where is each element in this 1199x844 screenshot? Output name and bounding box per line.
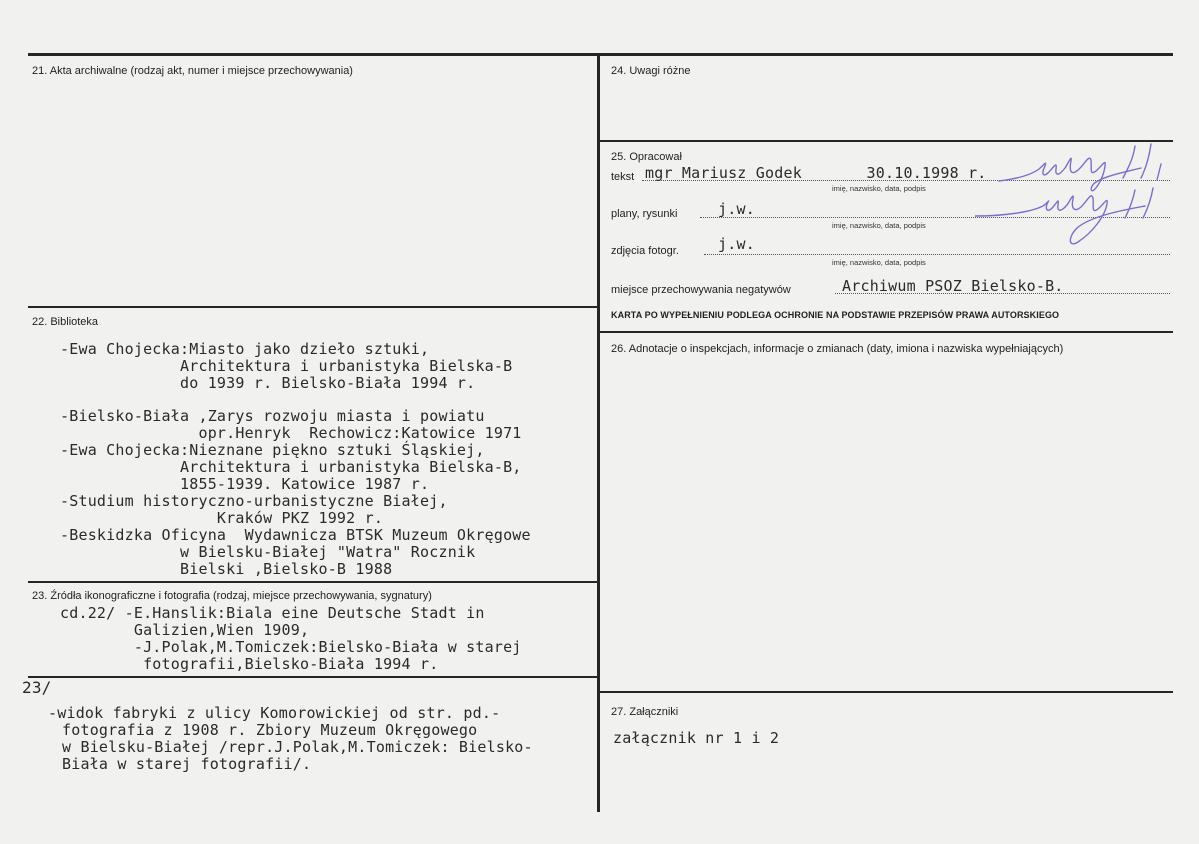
tekst-label: tekst	[611, 171, 635, 183]
bibliography-line: -Bielsko-Biała ,Zarys rozwoju miasta i powiatu	[60, 407, 485, 425]
bibliography-line: do 1939 r. Bielsko-Biała 1994 r.	[60, 374, 476, 392]
bibliography-line: Architektura i urbanistyka Bielska-B	[60, 357, 513, 375]
photo-source-line: Biała w starej fotografii/.	[62, 755, 312, 773]
negatywy-value: Archiwum PSOZ Bielsko-B.	[842, 277, 1064, 295]
bibliography-line: -Ewa Chojecka:Miasto jako dzieło sztuki,	[60, 340, 430, 358]
top-rule	[28, 53, 1173, 56]
rule-21-22	[28, 306, 599, 308]
bibliography-line: Architektura i urbanistyka Bielska-B,	[60, 458, 522, 476]
section-25-label: 25. Opracował	[611, 151, 682, 163]
copyright-notice: KARTA PO WYPEŁNIENIU PODLEGA OCHRONIE NA PODSTAWIE PRZEPISÓW PRAWA AUTORSKIEGO	[611, 310, 1060, 320]
center-vertical-rule	[597, 55, 600, 812]
section-21-label: 21. Akta archiwalne (rodzaj akt, numer i miejsce przechowywania)	[32, 65, 353, 77]
bibliography-line: 1855-1939. Katowice 1987 r.	[60, 475, 430, 493]
section-23-label: 23. Źródła ikonograficzne i fotografia (rodzaj, miejsce przechowywania, sygnatury)	[32, 590, 432, 602]
attachments-value: załącznik nr 1 i 2	[613, 729, 780, 747]
rule-26-27	[598, 691, 1173, 693]
section-23-continuation-marker: 23/	[22, 678, 52, 697]
negatywy-label: miejsce przechowywania negatywów	[611, 284, 791, 296]
rule-23-23b	[28, 676, 599, 678]
plany-value: j.w.	[718, 200, 755, 218]
rule-22-23	[28, 581, 599, 583]
section-22-label: 22. Biblioteka	[32, 316, 99, 328]
photo-source-line: fotografia z 1908 r. Zbiory Muzeum Okręgowego	[62, 721, 478, 739]
section-26-label: 26. Adnotacje o inspekcjach, informacje o zmianach (daty, imiona i nazwiska wypełniających)	[611, 343, 1064, 355]
zdjecia-caption: imię, nazwisko, data, podpis	[832, 258, 926, 267]
rule-25-26	[598, 331, 1173, 333]
section-24-label: 24. Uwagi różne	[611, 65, 691, 77]
source-line: -J.Polak,M.Tomiczek:Bielsko-Biała w starej	[60, 638, 522, 656]
photo-source-line: -widok fabryki z ulicy Komorowickiej od str. pd.-	[48, 704, 501, 722]
tekst-caption: imię, nazwisko, data, podpis	[832, 184, 926, 193]
bibliography-line: w Bielsku-Białej "Watra" Rocznik	[60, 543, 476, 561]
bibliography-line: opr.Henryk Rechowicz:Katowice 1971	[60, 424, 522, 442]
plany-caption: imię, nazwisko, data, podpis	[832, 221, 926, 230]
source-line: Galizien,Wien 1909,	[60, 621, 310, 639]
zdjecia-dotted-line	[704, 254, 1170, 255]
zdjecia-label: zdjęcia fotogr.	[611, 245, 679, 257]
source-line: fotografii,Bielsko-Biała 1994 r.	[60, 655, 439, 673]
bibliography-line: Bielski ,Bielsko-B 1988	[60, 560, 393, 578]
bibliography-line: -Studium historyczno-urbanistyczne Białej,	[60, 492, 448, 510]
source-line: cd.22/ -E.Hanslik:Biala eine Deutsche Stadt in	[60, 604, 485, 622]
bibliography-line: Kraków PKZ 1992 r.	[60, 509, 384, 527]
tekst-value: mgr Mariusz Godek 30.10.1998 r.	[645, 164, 987, 182]
photo-source-line: w Bielsku-Białej /repr.J.Polak,M.Tomiczek: Bielsko-	[62, 738, 533, 756]
zdjecia-value: j.w.	[718, 235, 755, 253]
bibliography-line: -Ewa Chojecka:Nieznane piękno sztuki Śląskiej,	[60, 441, 485, 459]
plany-label: plany, rysunki	[611, 208, 678, 220]
signature-drawing	[975, 138, 1170, 248]
section-27-label: 27. Załączniki	[611, 706, 679, 718]
bibliography-line: -Beskidzka Oficyna Wydawnicza BTSK Muzeum Okręgowe	[60, 526, 531, 544]
